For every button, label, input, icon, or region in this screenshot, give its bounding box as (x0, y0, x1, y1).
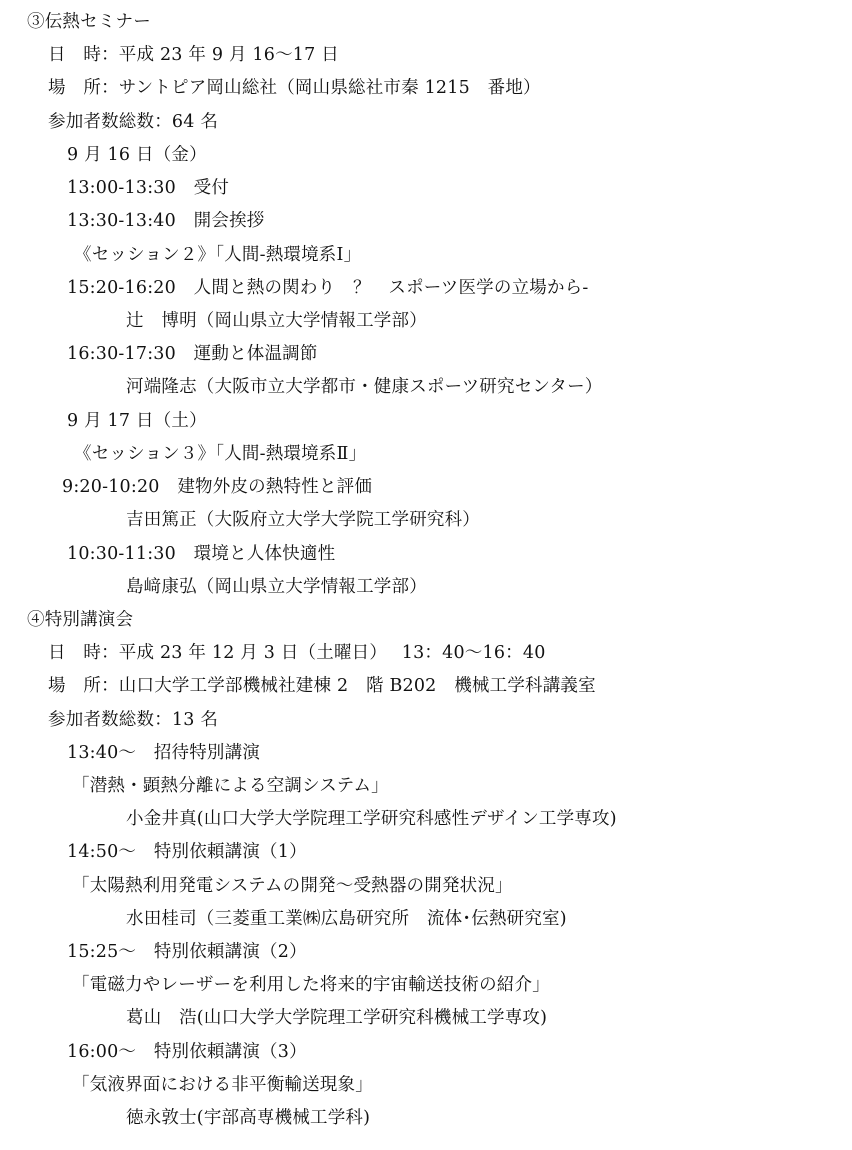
session-title: 《セッション３》「人間-熱環境系Ⅱ」 (74, 444, 367, 464)
schedule-item: 14:50～ 特別依頼講演（1） (67, 842, 307, 862)
speaker-line: 徳永敦士(宇部高専機械工学科) (126, 1108, 371, 1128)
section-heading-special-lecture: ④特別講演会 (27, 610, 134, 630)
section-heading-heat-transfer-seminar: ③伝熱セミナー (27, 12, 151, 32)
lecture-attendance: 参加者数総数：13 名 (48, 710, 219, 730)
speaker-line: 吉田篤正（大阪府立大学大学院工学研究科） (126, 510, 480, 530)
schedule-item: 13:40～ 招待特別講演 (67, 743, 261, 763)
day-heading-sep17: 9 月 17 日（土） (67, 411, 207, 431)
speaker-line: 葛山 浩(山口大学大学院理工学研究科機械工学専攻) (126, 1008, 548, 1028)
seminar-attendance: 参加者数総数：64 名 (48, 112, 219, 132)
schedule-item: 15:20-16:20 人間と熱の関わり ？ スポーツ医学の立場から- (67, 278, 589, 298)
seminar-date: 日 時：平成 23 年 9 月 16～17 日 (48, 45, 339, 65)
lecture-title: 「電磁力やレーザーを利用した将来的宇宙輸送技術の紹介」 (72, 975, 550, 995)
speaker-line: 小金井真(山口大学大学院理工学研究科感性デザイン工学専攻) (126, 809, 617, 829)
seminar-venue: 場 所：サントピア岡山総社（岡山県総社市秦 1215 番地） (48, 78, 541, 98)
day-heading-sep16: 9 月 16 日（金） (67, 145, 207, 165)
speaker-line: 水田桂司（三菱重工業㈱広島研究所 流体･伝熱研究室) (126, 909, 567, 929)
schedule-item: 10:30-11:30 環境と人体快適性 (67, 544, 336, 564)
session-title: 《セッション２》「人間-熱環境系Ⅰ」 (74, 245, 362, 265)
lecture-title: 「太陽熱利用発電システムの開発～受熱器の開発状況」 (72, 876, 513, 896)
speaker-line: 島﨑康弘（岡山県立大学情報工学部） (126, 577, 427, 597)
lecture-title: 「潜熱・顕熱分離による空調システム」 (72, 776, 389, 796)
schedule-item: 16:00～ 特別依頼講演（3） (67, 1042, 307, 1062)
speaker-line: 辻 博明（岡山県立大学情報工学部） (126, 311, 427, 331)
speaker-line: 河端隆志（大阪市立大学都市・健康スポーツ研究センター） (126, 377, 603, 397)
schedule-item: 13:00-13:30 受付 (67, 178, 230, 198)
lecture-venue: 場 所：山口大学工学部機械社建棟 2 階 B202 機械工学科講義室 (48, 676, 596, 696)
lecture-title: 「気液界面における非平衡輸送現象」 (72, 1075, 373, 1095)
schedule-item: 15:25～ 特別依頼講演（2） (67, 942, 307, 962)
schedule-item: 9:20-10:20 建物外皮の熱特性と評価 (62, 477, 373, 497)
lecture-date: 日 時：平成 23 年 12 月 3 日（土曜日） 13：40～16：40 (48, 643, 546, 663)
schedule-item: 13:30-13:40 開会挨拶 (67, 211, 265, 231)
schedule-item: 16:30-17:30 運動と体温調節 (67, 344, 318, 364)
